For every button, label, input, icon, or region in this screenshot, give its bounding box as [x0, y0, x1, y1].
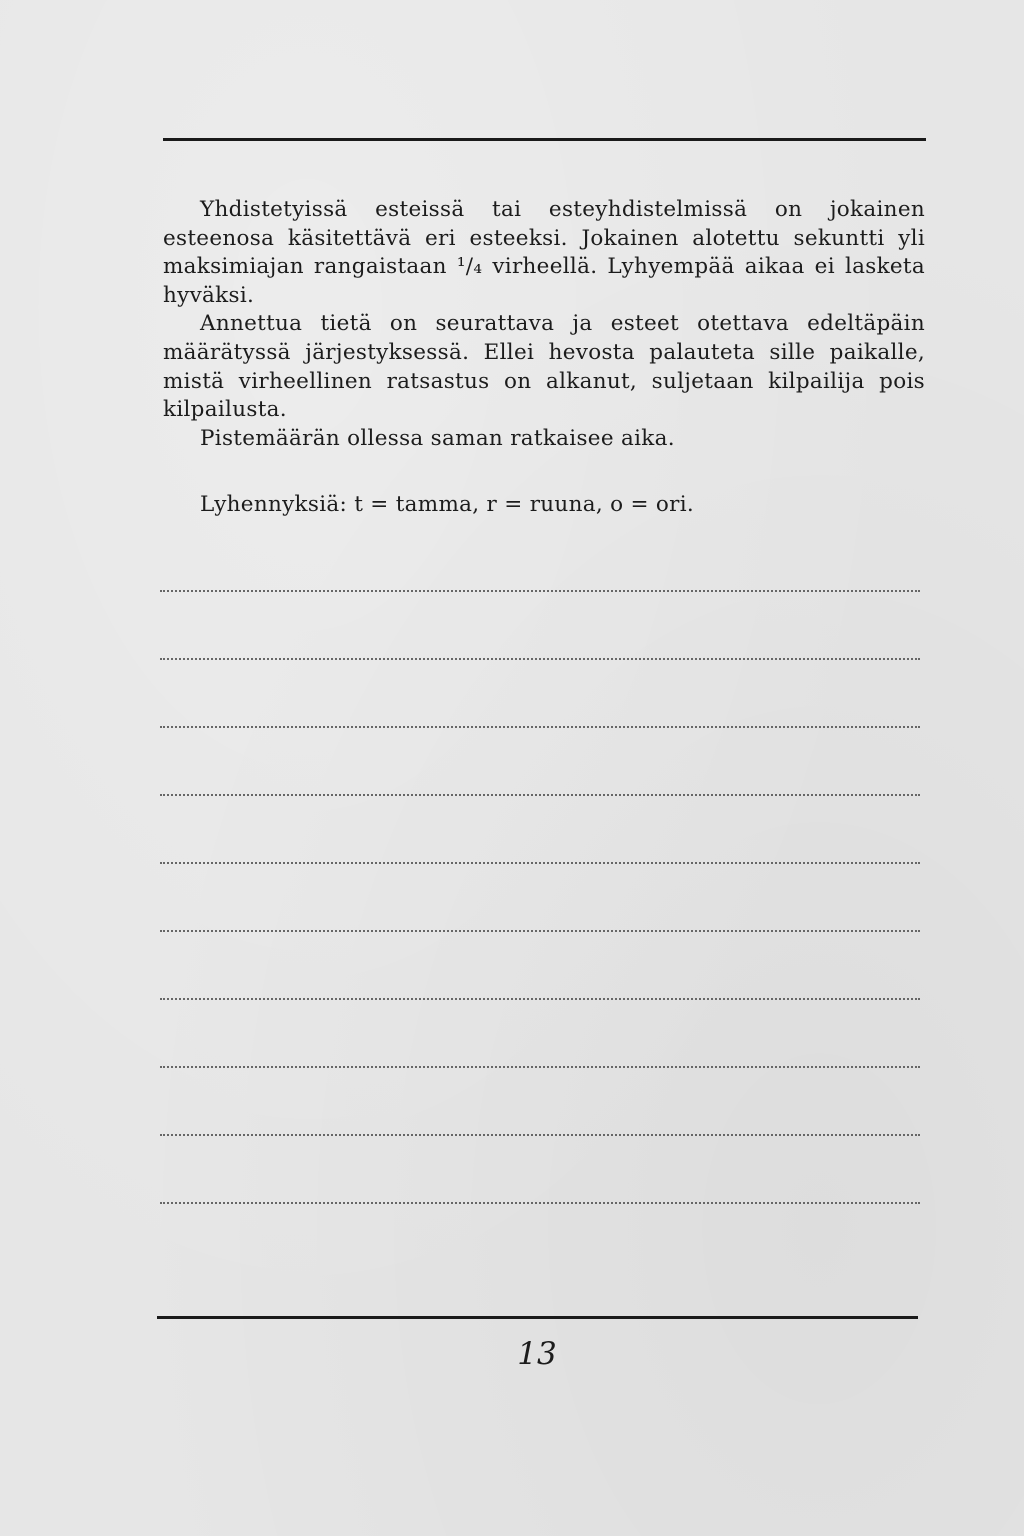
dotted-line — [160, 928, 920, 932]
paragraph-course-order: Annettua tietä on seurattava ja esteet otettava edeltäpäin määrätyssä järjestyksessä. Ellei hevosta palauteta sille paikalle, mistä virheellinen ratsastus on alkanut, suljetaan kilpailija pois kilpailusta. — [163, 311, 925, 423]
top-rule — [163, 138, 926, 141]
dotted-line — [160, 1200, 920, 1204]
dotted-line — [160, 588, 920, 592]
dotted-line — [160, 724, 920, 728]
dotted-line — [160, 1132, 920, 1136]
dotted-line — [160, 860, 920, 864]
dotted-line — [160, 656, 920, 660]
dotted-writing-lines — [160, 588, 920, 1268]
abbreviations-line: Lyhennyksiä: t = tamma, r = ruuna, o = ori. — [200, 492, 695, 517]
dotted-line — [160, 792, 920, 796]
dotted-line — [160, 1064, 920, 1068]
paragraph-tie-break: Pistemäärän ollessa saman ratkaisee aika. — [200, 425, 675, 451]
bottom-rule — [157, 1316, 918, 1319]
page-number: 13 — [517, 1336, 557, 1372]
rules-text — [163, 196, 925, 453]
dotted-line — [160, 996, 920, 1000]
paragraph-combined-obstacles: Yhdistetyissä esteissä tai esteyhdistelmissä on jokainen esteenosa käsitettävä eri esteeksi. Jokainen alotettu sekuntti yli maksimiajan rangaistaan ¹/₄ virheellä. Lyhyempää aikaa ei lasketa hyväksi. — [163, 197, 925, 308]
